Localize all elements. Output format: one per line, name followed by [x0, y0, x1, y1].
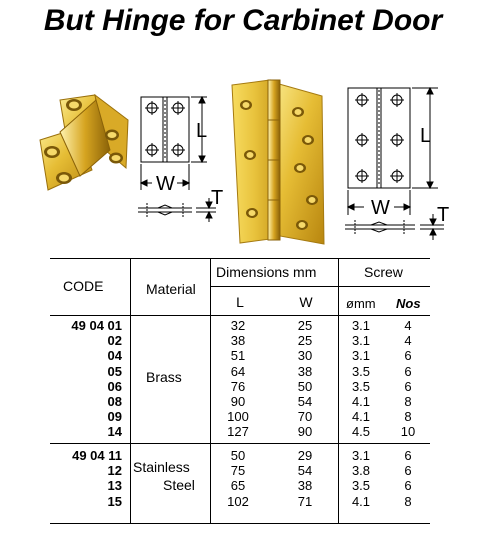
- row-screw-diameter: 3.5: [351, 478, 371, 494]
- header-code: CODE: [63, 278, 104, 294]
- row-screw-diameter: 4.5: [351, 424, 371, 440]
- row-screw-count: 6: [404, 448, 412, 463]
- row-length: 38: [230, 333, 246, 349]
- row-width: 54: [297, 463, 313, 479]
- dim-W-tall: W: [371, 197, 390, 219]
- row-width: 29: [297, 448, 313, 463]
- row-length: 127: [227, 424, 249, 440]
- row-width: 38: [297, 478, 313, 494]
- row-width: 54: [297, 394, 313, 409]
- row-screw-count: 4: [404, 318, 412, 333]
- row-screw-count: 8: [404, 409, 412, 425]
- dim-L-tall: L: [420, 125, 432, 147]
- row-length: 50: [230, 448, 246, 463]
- dim-T-tall: T: [437, 204, 450, 226]
- row-screw-diameter: 3.1: [351, 348, 371, 364]
- material-label: Steel: [163, 477, 195, 494]
- dim-L-small: L: [196, 120, 208, 142]
- header-material: Material: [146, 281, 196, 297]
- header-screw: Screw: [364, 264, 403, 280]
- row-length: 76: [230, 378, 246, 394]
- tall-brass-hinge-image: [232, 80, 324, 244]
- hinge-illustrations: [0, 0, 486, 260]
- row-screw-count: 8: [404, 493, 412, 509]
- tall-hinge-drawing: [345, 88, 444, 240]
- row-code: 12: [107, 463, 122, 479]
- row-screw-diameter: 3.5: [351, 363, 371, 379]
- row-code: 15: [107, 493, 122, 509]
- row-screw-diameter: 3.1: [351, 333, 371, 349]
- row-screw-count: 6: [404, 478, 412, 494]
- row-length: 90: [230, 394, 246, 409]
- row-length: 64: [230, 363, 246, 379]
- row-screw-count: 6: [404, 363, 412, 379]
- row-code: 13: [107, 478, 122, 494]
- row-code: 06: [107, 378, 122, 394]
- row-code: 04: [107, 348, 122, 364]
- row-length: 102: [227, 493, 249, 509]
- row-screw-diameter: 4.1: [351, 409, 371, 425]
- row-width: 71: [297, 493, 313, 509]
- row-width: 50: [297, 378, 313, 394]
- row-length: 51: [230, 348, 246, 364]
- header-nos: Nos: [396, 296, 421, 311]
- row-length: 65: [230, 478, 246, 494]
- row-screw-count: 4: [404, 333, 412, 349]
- row-screw-diameter: 3.5: [351, 378, 371, 394]
- row-length: 32: [230, 318, 246, 333]
- header-dimensions: Dimensions mm: [216, 264, 317, 280]
- row-length: 75: [230, 463, 246, 479]
- small-brass-hinge-image: [40, 95, 128, 190]
- row-width: 90: [297, 424, 313, 440]
- page-title: But Hinge for Carbinet Door: [43, 4, 443, 37]
- row-code: 09: [107, 409, 122, 425]
- row-screw-diameter: 3.8: [351, 463, 371, 479]
- row-screw-diameter: 3.1: [351, 448, 371, 463]
- row-length: 100: [227, 409, 249, 425]
- row-code: 49 04 01: [71, 318, 122, 333]
- material-label: Stainless: [133, 459, 190, 476]
- dim-T-small: T: [211, 187, 224, 209]
- row-screw-diameter: 3.1: [351, 318, 371, 333]
- row-screw-diameter: 4.1: [351, 394, 371, 409]
- row-screw-count: 6: [404, 463, 412, 479]
- row-screw-diameter: 4.1: [351, 493, 371, 509]
- row-width: 25: [297, 318, 313, 333]
- row-code: 14: [107, 424, 122, 440]
- material-label: Brass: [146, 368, 182, 385]
- row-width: 30: [297, 348, 313, 364]
- row-width: 25: [297, 333, 313, 349]
- dim-W-small: W: [156, 173, 175, 195]
- row-width: 70: [297, 409, 313, 425]
- header-L: L: [236, 294, 244, 310]
- row-width: 38: [297, 363, 313, 379]
- row-code: 02: [107, 333, 122, 349]
- row-screw-count: 10: [400, 424, 416, 440]
- header-W: W: [299, 294, 313, 310]
- row-screw-count: 8: [404, 394, 412, 409]
- row-code: 05: [107, 363, 122, 379]
- row-code: 08: [107, 394, 122, 409]
- row-code: 49 04 11: [72, 448, 122, 463]
- row-screw-count: 6: [404, 378, 412, 394]
- small-hinge-drawing: [138, 97, 216, 222]
- header-diameter: ømm: [346, 296, 376, 311]
- row-screw-count: 6: [404, 348, 412, 364]
